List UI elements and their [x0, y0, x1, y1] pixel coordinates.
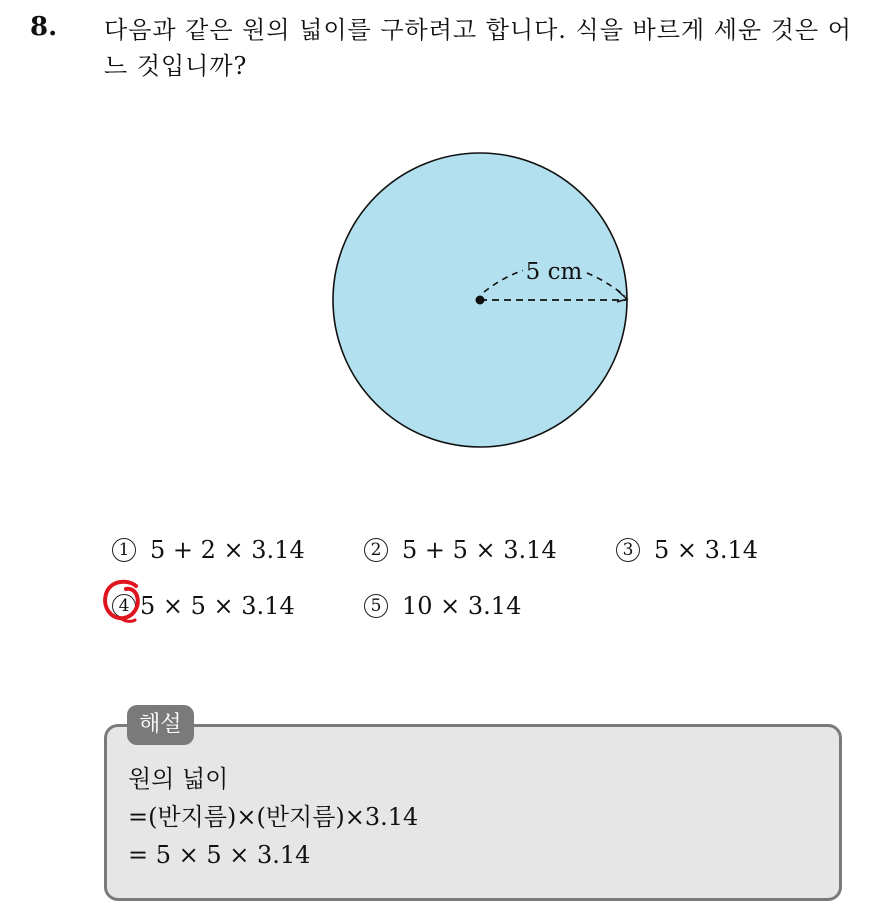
- choice-5[interactable]: [364, 592, 521, 620]
- question-text: 다음과 같은 원의 넓이를 구하려고 합니다. 식을 바르게 세운 것은 어느 것입니까?: [104, 16, 852, 80]
- explanation-tag: 해설: [127, 705, 194, 745]
- circle-diagram: [320, 140, 640, 460]
- choice-expression: 5 + 5 × 3.14: [402, 536, 557, 564]
- circle-figure: [320, 140, 640, 464]
- explanation-line: =(반지름)×(반지름)×3.14: [128, 803, 419, 831]
- choice-1[interactable]: [112, 536, 305, 564]
- choice-expression: 10 × 3.14: [402, 592, 522, 620]
- center-point: [476, 296, 485, 305]
- choice-number: 1: [112, 538, 136, 562]
- choice-3[interactable]: [616, 536, 758, 564]
- explanation-line: 원의 넓이: [128, 765, 229, 793]
- choice-expression: 5 × 5 × 3.14: [140, 592, 295, 620]
- choice-number: 2: [364, 538, 388, 562]
- choice-number: 5: [364, 594, 388, 618]
- choice-expression: 5 × 3.14: [654, 536, 759, 564]
- choice-number: 3: [616, 538, 640, 562]
- explanation-content: [128, 760, 418, 874]
- choice-number: 4: [112, 594, 136, 618]
- choice-2[interactable]: [364, 536, 557, 564]
- choice-4[interactable]: [112, 592, 295, 620]
- radius-label: 5 cm: [525, 259, 583, 285]
- explanation-line: = 5 × 5 × 3.14: [128, 841, 311, 869]
- question-number: 8.: [30, 12, 58, 42]
- choice-expression: 5 + 2 × 3.14: [150, 536, 305, 564]
